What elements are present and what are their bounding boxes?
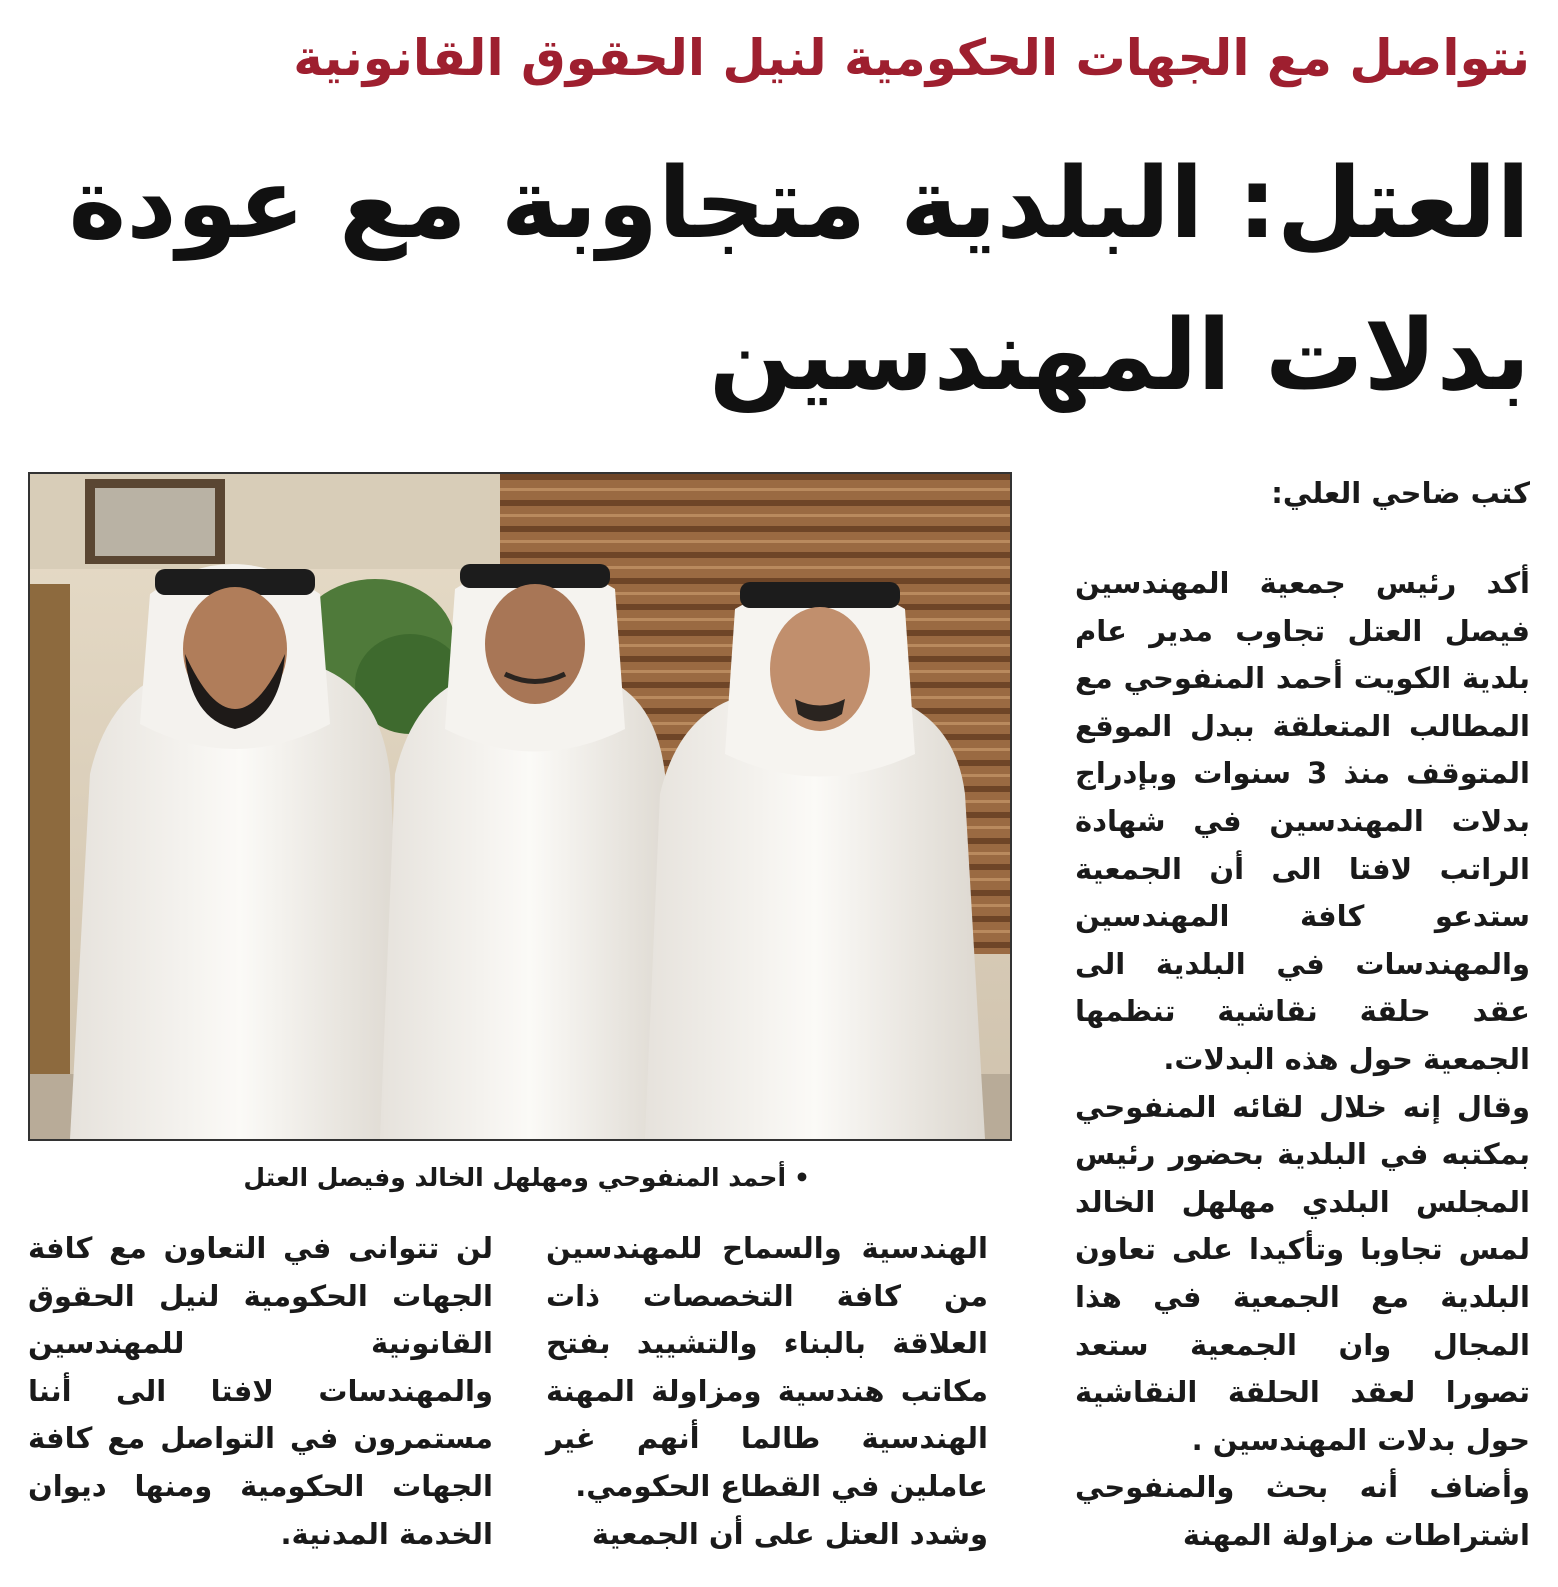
paragraph: أكد رئيس جمعية المهندسين فيصل العتل تجاوب مدير عام بلدية الكويت أحمد المنفوحي مع المطالب المتعلقة ببدل الموقع المتوقف منذ 3 سنوات وبإدراج بدلات المهندسين في شهادة الراتب لافتا الى أن الجمعية ستدعو كافة المهندسين والمهندسات في البلدية الى عقد حلقة نقاشية تنظمها الجمعية حول هذه البدلات. <box>1075 566 1530 1076</box>
caption-text: أحمد المنفوحي ومهلهل الخالد وفيصل العتل <box>243 1163 787 1192</box>
paragraph: وشدد العتل على أن الجمعية <box>591 1516 988 1551</box>
paragraph: لن تتوانى في التعاون مع كافة الجهات الحكومية لنيل الحقوق القانونية للمهندسين والمهندسات لافتا الى أننا مستمرون في التواصل مع كافة الجهات الحكومية ومنها ديوان الخدمة المدنية. <box>28 1231 493 1551</box>
paragraph: وأضاف أنه بحث والمنفوحي اشتراطات مزاولة المهنة <box>1075 1470 1530 1552</box>
caption-bullet: • <box>794 1163 810 1192</box>
kicker-headline: نتواصل مع الجهات الحكومية لنيل الحقوق القانونية <box>293 29 1530 87</box>
article-photo <box>28 472 1012 1141</box>
article-column-middle <box>546 1225 988 1558</box>
photo-illustration <box>30 474 1010 1139</box>
photo-caption <box>28 1158 810 1198</box>
byline: كتب ضاحي العلي: <box>1271 476 1530 510</box>
paragraph: الهندسية والسماح للمهندسين من كافة التخصصات ذات العلاقة بالبناء والتشييد بفتح مكاتب هندسية ومزاولة المهنة الهندسية طالما أنهم غير عاملين في القطاع الحكومي. <box>546 1231 988 1503</box>
main-headline: العتل: البلدية متجاوبة مع عودة بدلات المهندسين <box>68 147 1530 413</box>
paragraph: وقال إنه خلال لقائه المنفوحي بمكتبه في البلدية بحضور رئيس المجلس البلدي مهلهل الخالد لمس تجاوبا وتأكيدا على تعاون البلدية مع الجمعية في هذا المجال وان الجمعية ستعد تصورا لعقد الحلقة النقاشية حول بدلات المهندسين . <box>1075 1089 1530 1457</box>
article-column-left <box>28 1225 493 1558</box>
article-column-right <box>1075 560 1530 1559</box>
